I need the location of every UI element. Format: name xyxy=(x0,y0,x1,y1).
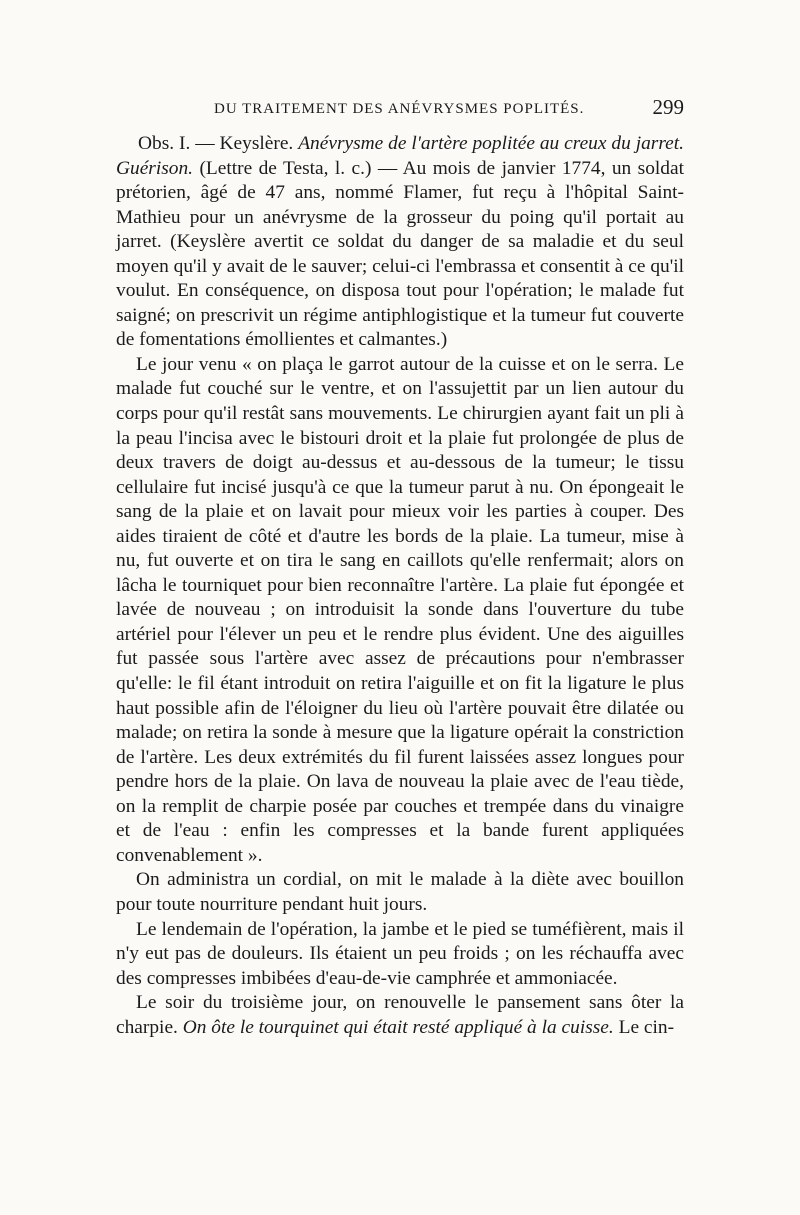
paragraph-cordial: On administra un cordial, on mit le malade à la diète avec bouillon pour toute nourriture pendant huit jours. xyxy=(116,869,684,915)
observation-lead: Obs. I. — Keyslère. xyxy=(138,133,299,154)
running-header xyxy=(116,95,684,125)
third-day-italic: On ôte le tourquinet qui était resté appliqué à la cuisse. xyxy=(182,1016,614,1038)
paragraph-third-day xyxy=(116,991,684,1040)
paragraph-observation xyxy=(116,132,684,353)
page-number: 299 xyxy=(652,95,684,119)
body-text xyxy=(116,132,684,1040)
third-day-text: Le soir du troisième jour, on renouvelle le pansement sans ôter la charpie. xyxy=(116,992,684,1038)
observation-text: (Lettre de Testa, l. c.) — Au mois de janvier 1774, un soldat prétorien, âgé de 47 ans, nommé Flamer, fut reçu à l'hôpital Saint-Mathieu pour un anévrysme de la grosseur du poing qu'il portait au jarret. (Keyslère avertit ce soldat du danger de sa maladie et du seul moyen qu'il y avait de le sauver; celui-ci l'embrassa et consentit à ce qu'il voulut. En conséquence, on disposa tout pour l'opération; le malade fut saigné; on prescrivit un régime antiphlogistique et la tumeur fut couverte de fomentations émollientes et calmantes.) xyxy=(116,157,684,351)
running-title: DU TRAITEMENT DES ANÉVRYSMES POPLITÉS. xyxy=(214,101,585,117)
third-day-tail: Le cin- xyxy=(613,1016,675,1038)
observation-title: Anévrysme de l'artère poplitée au creux du jarret. Guérison. xyxy=(116,133,684,179)
paragraph-next-day: Le lendemain de l'opération, la jambe et le pied se tuméfièrent, mais il n'y eut pas de douleurs. Ils étaient un peu froids ; on les réchauffa avec des compresses imbibées d'eau-de-vie camphrée et ammoniacée. xyxy=(116,918,684,989)
paragraph-operation: Le jour venu « on plaça le garrot autour de la cuisse et on le serra. Le malade fut couché sur le ventre, et on l'assujettit par un lien autour du corps pour qu'il restât sans mouvements. Le chirurgien ayant fait un pli à la peau l'incisa avec le bistouri droit et la plaie fut prolongée de plus de deux travers de doigt au-dessus et au-dessous de la tumeur; le tissu cellulaire fut incisé jusqu'à ce que la tumeur parut à nu. On épongeait le sang de la plaie et on lavait pour mieux voir les parties à couper. Des aides tiraient de côté et d'autre les bords de la plaie. La tumeur, mise à nu, fut ouverte et on tira le sang en caillots qu'elle renfermait; alors on lâcha le tourniquet pour bien reconnaître l'artère. La plaie fut épongée et lavée de nouveau ; on introduisit la sonde dans l'ouverture du tube artériel pour l'élever un peu et le rendre plus évident. Une des aiguilles fut passée sous l'artère avec assez de précautions pour n'embrasser qu'elle: le fil étant introduit on retira l'aiguille et on fit la ligature le plus haut possible afin de l'éloigner du lieu où l'artère pouvait être dilatée ou malade; on retira la sonde à mesure que la ligature opérait la constriction de l'artère. Les deux extrémités du fil furent laissées assez longues pour pendre hors de la plaie. On lava de nouveau la plaie avec de l'eau tiède, on la remplit de charpie posée par couches et trempée dans du vinaigre et de l'eau : enfin les compresses et la bande furent appliquées convenablement ». xyxy=(116,353,684,866)
